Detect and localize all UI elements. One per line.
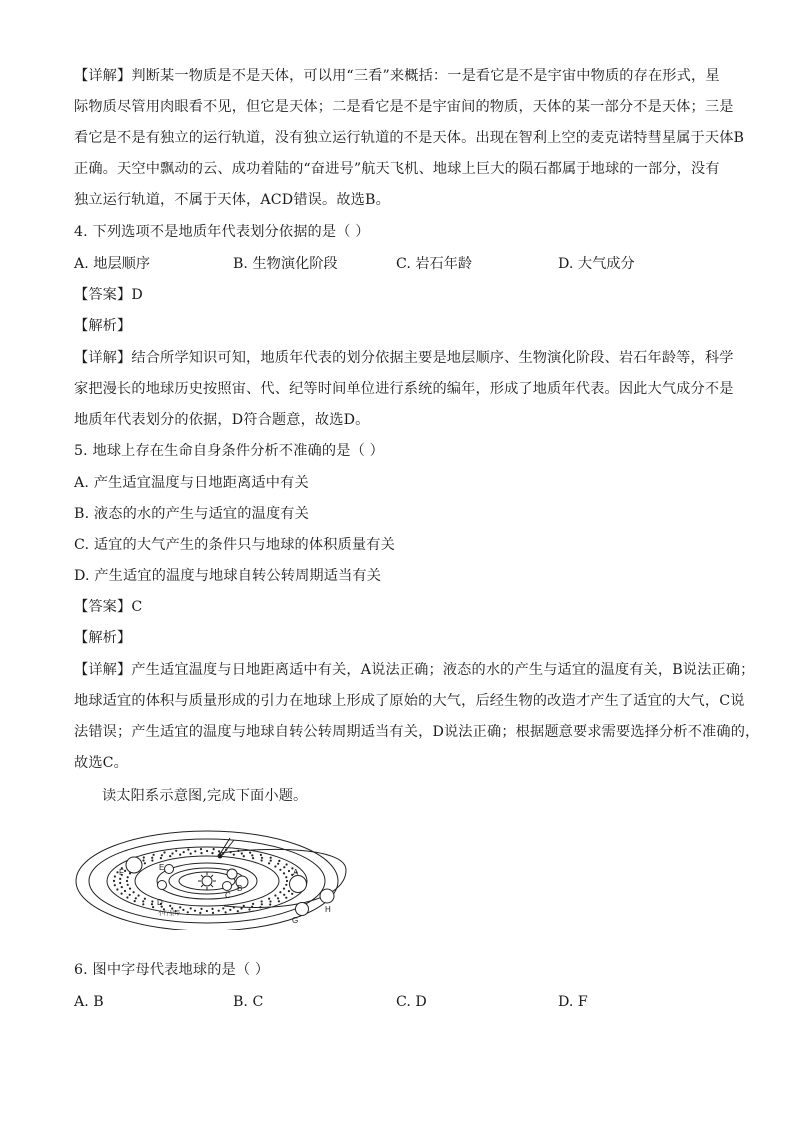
asteroid-dot <box>277 863 279 865</box>
q5-detail-line: 地球适宜的体积与质量形成的引力在地球上形成了原始的大气，后经生物的改造才产生了适宜的大气，C说 <box>74 693 745 709</box>
asteroid-dot <box>126 896 128 898</box>
q6-stem: 6. 图中字母代表地球的是（ ） <box>74 962 270 978</box>
asteroid-dot <box>187 849 189 851</box>
asteroid-dot <box>127 876 129 878</box>
planet-label-b: B <box>237 884 243 893</box>
asteroid-dot <box>142 859 144 861</box>
planet-label-d: D <box>157 898 163 907</box>
asteroid-dot <box>151 900 153 902</box>
asteroid-dot <box>259 906 261 908</box>
asteroid-dot <box>160 857 162 859</box>
asteroid-dot <box>169 905 171 907</box>
asteroid-dot <box>243 855 245 857</box>
asteroid-dot <box>222 907 224 909</box>
asteroid-dot <box>134 900 136 902</box>
q5-detail-line: 【详解】产生适宜温度与日地距离适中有关，A说法正确；液态的水的产生与适宜的温度有关，B说法正确； <box>74 662 755 678</box>
asteroid-dot <box>182 909 184 911</box>
asteroid-dot <box>171 907 173 909</box>
planet-marker <box>320 889 334 903</box>
asteroid-dot <box>121 893 123 895</box>
asteroid-dot <box>126 880 128 882</box>
asteroid-dot <box>211 852 213 854</box>
asteroid-dot <box>206 910 208 912</box>
asteroid-dot <box>179 906 181 908</box>
q5-stem: 5. 地球上存在生命自身条件分析不准确的是（ ） <box>74 443 384 459</box>
asteroid-dot <box>237 850 239 852</box>
asteroid-dot <box>190 853 192 855</box>
planet-label-f: F <box>119 868 124 877</box>
asteroid-dot <box>270 857 272 859</box>
q4-option-c: C. 岩石年龄 <box>396 256 473 272</box>
asteroid-dot <box>279 869 281 871</box>
asteroid-dot <box>240 907 242 909</box>
asteroid-dot <box>278 900 280 902</box>
planet-label-c: C <box>225 891 231 900</box>
asteroid-dot <box>199 912 201 914</box>
q4-option-b: B. 生物演化阶段 <box>233 256 338 272</box>
asteroid-dot <box>286 863 288 865</box>
q5-answer: 【答案】C <box>74 599 143 615</box>
asteroid-belt <box>113 848 301 914</box>
q4-option-d: D. 大气成分 <box>558 256 635 272</box>
asteroid-dot <box>283 866 285 868</box>
asteroid-dot <box>261 900 263 902</box>
planet-label-e: E <box>159 863 165 872</box>
asteroid-dot <box>138 894 140 896</box>
asteroid-dot <box>190 907 192 909</box>
q4-option-a: A. 地层顺序 <box>74 256 151 272</box>
asteroid-dot <box>163 851 165 853</box>
planet-label-h: H <box>325 905 331 914</box>
asteroid-dot <box>113 880 115 882</box>
asteroid-dot <box>261 859 263 861</box>
asteroid-dot <box>233 854 235 856</box>
asteroid-dot <box>243 905 245 907</box>
asteroid-dot <box>206 850 208 852</box>
q6-option-c: C. D <box>396 994 427 1010</box>
asteroid-dot <box>142 900 144 902</box>
asteroid-dot <box>251 854 253 856</box>
asteroid-dot <box>270 860 272 862</box>
asteroid-dot <box>142 903 144 905</box>
q4-detail-line: 家把漫长的地球历史按照宙、代、纪等时间单位进行系统的编年，形成了地质年代表。因此大气成分不是 <box>74 381 734 397</box>
asteroid-dot <box>283 888 285 890</box>
q3-detail-line: 看它是不是有独立的运行轨道，没有独立运行轨道的不是天体。出现在智利上空的麦克诺特彗星属于天体B <box>74 130 745 146</box>
diagram-intro: 读太阳系示意图,完成下面小题。 <box>102 788 308 804</box>
asteroid-dot <box>194 850 196 852</box>
asteroid-belt-label: 小行星带 <box>158 911 181 917</box>
q3-detail-line: 正确。天空中飘动的云、成功着陆的“奋进号”航天飞机、地球上巨大的陨石都属于地球的一部分，没有 <box>74 161 720 177</box>
asteroid-dot <box>151 903 153 905</box>
asteroid-dot <box>200 852 202 854</box>
asteroid-dot <box>179 854 181 856</box>
asteroid-dot <box>135 897 137 899</box>
solar-system-diagram <box>74 818 364 930</box>
asteroid-dot <box>288 870 290 872</box>
q6-option-a: A. B <box>74 994 104 1010</box>
asteroid-dot <box>187 911 189 913</box>
asteroid-dot <box>279 891 281 893</box>
asteroid-dot <box>274 894 276 896</box>
asteroid-dot <box>143 856 145 858</box>
q5-option-b: B. 液态的水的产生与适宜的温度有关 <box>74 506 309 522</box>
asteroid-dot <box>260 854 262 856</box>
q5-detail-line: 法错误；产生适宜的温度与地球自转公转周期适当有关，D说法正确；根据题意要求需要选择分析不准确的， <box>74 724 760 740</box>
asteroid-dot <box>237 910 239 912</box>
asteroid-dot <box>283 872 285 874</box>
planet-marker <box>126 857 142 873</box>
asteroid-dot <box>151 857 153 859</box>
q4-analysis-heading: 【解析】 <box>74 318 132 334</box>
asteroid-dot <box>152 906 154 908</box>
planet-marker <box>223 882 232 891</box>
asteroid-dot <box>277 897 279 899</box>
asteroid-dot <box>129 888 131 890</box>
asteroid-dot <box>213 848 215 850</box>
planet-marker <box>290 876 307 893</box>
planet-marker <box>165 865 174 874</box>
asteroid-dot <box>144 898 146 900</box>
asteroid-dot <box>129 894 131 896</box>
asteroid-dot <box>171 852 173 854</box>
q5-option-c: C. 适宜的大气产生的条件只与地球的体积质量有关 <box>74 537 395 553</box>
asteroid-dot <box>124 890 126 892</box>
asteroid-dot <box>252 903 254 905</box>
asteroid-dot <box>230 851 232 853</box>
asteroid-dot <box>124 870 126 872</box>
asteroid-dot <box>119 882 121 884</box>
asteroid-dot <box>151 859 153 861</box>
asteroid-dot <box>133 891 135 893</box>
asteroid-dot <box>114 875 116 877</box>
asteroid-dot <box>169 855 171 857</box>
asteroid-dot <box>285 884 287 886</box>
asteroid-dot <box>233 906 235 908</box>
asteroid-dot <box>251 906 253 908</box>
asteroid-dot <box>200 848 202 850</box>
asteroid-dot <box>114 884 116 886</box>
asteroid-dot <box>252 857 254 859</box>
q5-detail-line: 故选C。 <box>74 755 129 771</box>
asteroid-dot <box>283 894 285 896</box>
q3-detail-line: 【详解】判断某一物质是不是天体，可以用“三看”来概括：一是看它是不是宇宙中物质的存在形式，星 <box>74 68 720 84</box>
asteroid-dot <box>183 851 185 853</box>
planet-label-a: A <box>293 868 299 877</box>
asteroid-dot <box>288 890 290 892</box>
asteroid-dot <box>175 850 177 852</box>
asteroid-dot <box>269 903 271 905</box>
asteroid-dot <box>225 911 227 913</box>
asteroid-dot <box>229 909 231 911</box>
asteroid-dot <box>119 878 121 880</box>
asteroid-dot <box>212 912 214 914</box>
asteroid-dot <box>200 908 202 910</box>
planet-marker <box>296 903 309 916</box>
asteroid-dot <box>248 908 250 910</box>
asteroid-dot <box>194 910 196 912</box>
asteroid-dot <box>268 898 270 900</box>
asteroid-dot <box>121 886 123 888</box>
asteroid-dot <box>261 857 263 859</box>
planet-marker <box>227 869 237 879</box>
asteroid-dot <box>116 888 118 890</box>
asteroid-dot <box>211 908 213 910</box>
asteroid-dot <box>286 880 288 882</box>
sun-icon <box>198 872 216 890</box>
asteroid-dot <box>161 854 163 856</box>
q4-stem: 4. 下列选项不是地质年代表划分依据的是（ ） <box>74 224 370 240</box>
q5-analysis-heading: 【解析】 <box>74 630 132 646</box>
planet-marker <box>158 881 167 890</box>
q3-detail-line: 际物质尽管用肉眼看不见，但它是天体；二是看它是不是宇宙间的物质，天体的某一部分不是天体；三是 <box>74 99 734 115</box>
asteroid-dot <box>268 862 270 864</box>
asteroid-dot <box>269 900 271 902</box>
asteroid-dot <box>274 865 276 867</box>
asteroid-dot <box>218 850 220 852</box>
asteroid-dot <box>285 897 287 899</box>
asteroid-dot <box>291 893 293 895</box>
q4-detail-line: 【详解】结合所学知识可知，地质年代表的划分依据主要是地层顺序、生物演化阶段、岩石年龄等，科学 <box>74 350 734 366</box>
q6-option-d: D. F <box>558 994 588 1010</box>
asteroid-dot <box>261 903 263 905</box>
asteroid-dot <box>285 876 287 878</box>
asteroid-dot <box>144 862 146 864</box>
q4-answer: 【答案】D <box>74 287 143 303</box>
asteroid-dot <box>241 852 243 854</box>
asteroid-dot <box>278 860 280 862</box>
q3-detail-line: 独立运行轨道，不属于天体，ACD错误。故选B。 <box>74 192 390 208</box>
asteroid-dot <box>153 854 155 856</box>
asteroid-dot <box>218 910 220 912</box>
asteroid-dot <box>249 852 251 854</box>
asteroid-dot <box>127 884 129 886</box>
planet-label-g: G <box>292 916 299 925</box>
q5-option-a: A. 产生适宜温度与日地距离适中有关 <box>74 475 309 491</box>
q6-option-b: B. C <box>233 994 264 1010</box>
q5-option-d: D. 产生适宜的温度与地球自转公转周期适当有关 <box>74 568 382 584</box>
q4-detail-line: 地质年代表划分的依据，D符合题意，故选D。 <box>74 412 370 428</box>
